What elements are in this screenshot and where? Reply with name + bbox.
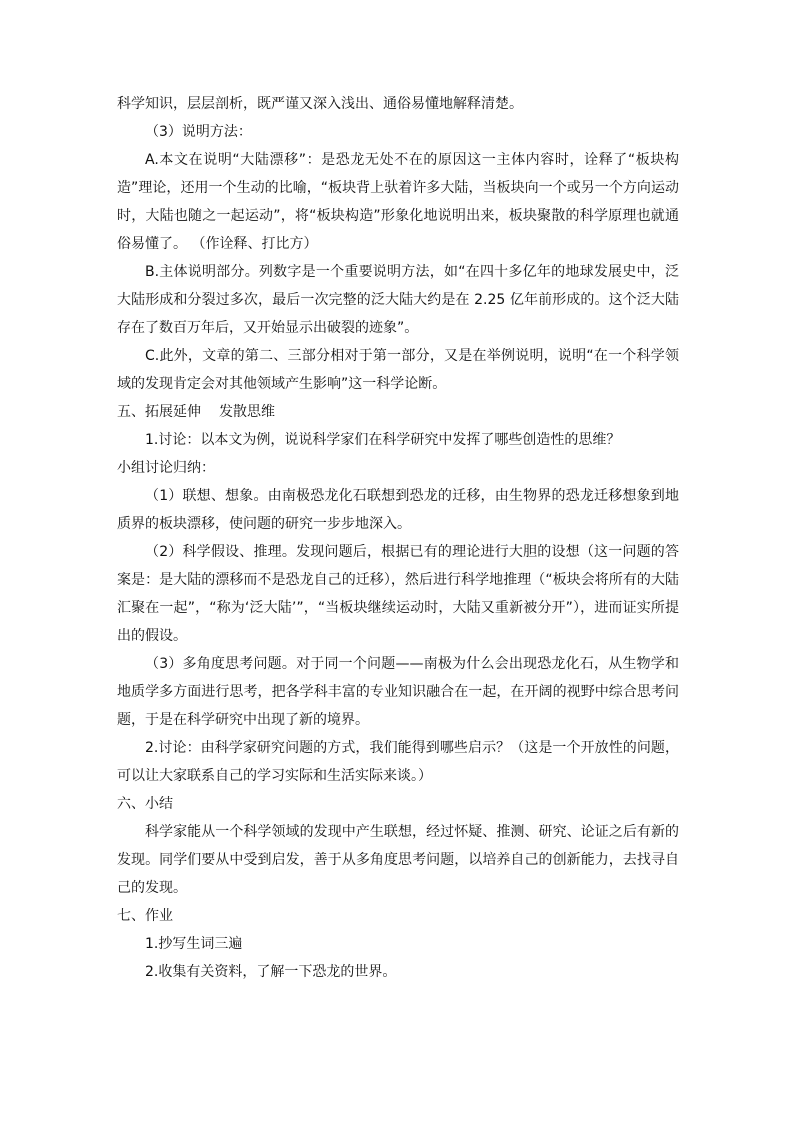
paragraph-point-1: （1）联想、想象。由南极恐龙化石联想到恐龙的迁移，由生物界的恐龙迁移想象到地质界的板块漂移，使问题的研究一步步地深入。 <box>117 488 679 532</box>
paragraph-summary: 科学家能从一个科学领域的发现中产生联想，经过怀疑、推测、研究、论证之后有新的发现。同学们要从中受到启发，善于从多角度思考问题，以培养自己的创新能力，去找寻自己的发现。 <box>117 824 679 896</box>
paragraph-method-a: A.本文在说明“大陆漂移”：是恐龙无处不在的原因这一主体内容时，诠释了“板块构造”理论，还用一个生动的比喻，“板块背上驮着许多大陆，当板块向一个或另一个方向运动时，大陆也随之一起运动”，将“板块构造”形象化地说明出来，板块聚散的科学原理也就通俗易懂了。 （作诠释、打比方） <box>117 152 679 252</box>
paragraph-discussion-1: 1.讨论：以本文为例，说说科学家们在科学研究中发挥了哪些创造性的思维？ <box>145 432 621 448</box>
section-heading-7: 七、作业 <box>117 908 173 924</box>
paragraph-point-2: （2）科学假设、推理。发现问题后，根据已有的理论进行大胆的设想（这一问题的答案是：是大陆的漂移而不是恐龙自己的迁移），然后进行科学地推理（“板块会将所有的大陆汇聚在一起”，“称为‘泛大陆’”，“当板块继续运动时，大陆又重新被分开”），进而证实所提出的假设。 <box>117 544 679 644</box>
section-heading-5 <box>117 398 679 426</box>
paragraph-point-3: （3）多角度思考问题。对于同一个问题——南极为什么会出现恐龙化石，从生物学和地质学多方面进行思考，把各学科丰富的专业知识融合在一起，在开阔的视野中综合思考问题，于是在科学研究中出现了新的境界。 <box>117 656 679 728</box>
section-heading-5-part2: 发散思维 <box>219 404 275 420</box>
paragraph-methods-heading: （3）说明方法： <box>145 124 252 140</box>
paragraph-group-summary: 小组讨论归纳： <box>117 460 215 476</box>
paragraph-continuation: 科学知识，层层剖析，既严谨又深入浅出、通俗易懂地解释清楚。 <box>117 96 523 112</box>
section-heading-5-part1: 五、拓展延伸 <box>117 404 201 420</box>
section-heading-6: 六、小结 <box>117 796 173 812</box>
paragraph-method-c: C.此外，文章的第二、三部分相对于第一部分，又是在举例说明，说明“在一个科学领域的发现肯定会对其他领域产生影响”这一科学论断。 <box>117 348 679 392</box>
paragraph-discussion-2: 2.讨论：由科学家研究问题的方式，我们能得到哪些启示？（这是一个开放性的问题，可以让大家联系自己的学习实际和生活实际来谈。） <box>117 740 679 784</box>
paragraph-homework-1: 1.抄写生词三遍 <box>145 936 243 952</box>
paragraph-method-b: B.主体说明部分。列数字是一个重要说明方法，如“在四十多亿年的地球发展史中，泛大陆形成和分裂过多次，最后一次完整的泛大陆大约是在 2.25 亿年前形成的。这个泛大陆存在了数百万年后，又开始显示出破裂的迹象”。 <box>117 264 679 336</box>
paragraph-homework-2: 2.收集有关资料，了解一下恐龙的世界。 <box>145 964 397 980</box>
document-body <box>117 90 679 986</box>
